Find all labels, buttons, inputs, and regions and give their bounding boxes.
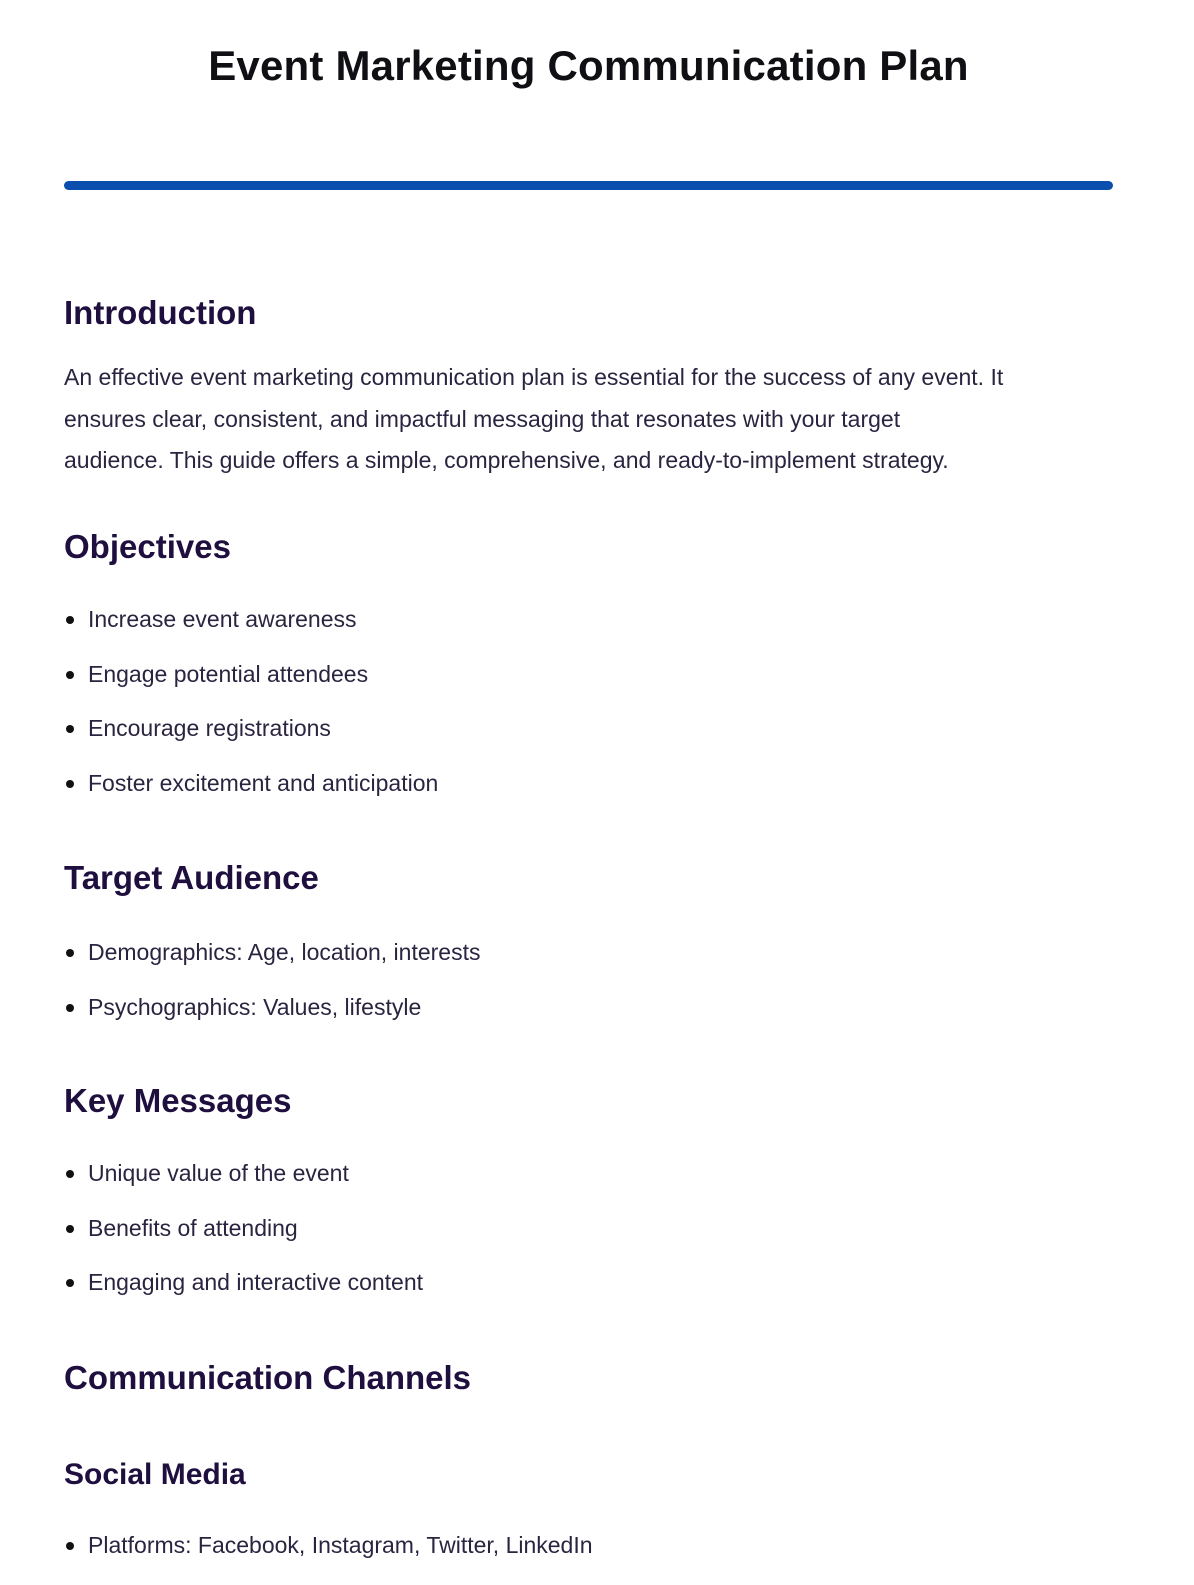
document-title: Event Marketing Communication Plan bbox=[208, 42, 969, 89]
bullet-icon bbox=[66, 949, 74, 957]
social-media-heading: Social Media bbox=[64, 1458, 246, 1491]
list-item bbox=[64, 1530, 1113, 1560]
introduction-line: An effective event marketing communication plan is essential for the success of any event. It bbox=[64, 364, 1004, 390]
list-item-text: Psychographics: Values, lifestyle bbox=[88, 993, 422, 1020]
list-item bbox=[64, 713, 1113, 743]
objectives-list bbox=[64, 604, 1113, 822]
bullet-icon bbox=[66, 780, 74, 788]
list-item-text: Engage potential attendees bbox=[88, 660, 369, 687]
list-item-text: Increase event awareness bbox=[88, 606, 357, 632]
list-item-text: Unique value of the event bbox=[88, 1160, 349, 1186]
list-item-text: Platforms: Facebook, Instagram, Twitter, LinkedIn bbox=[88, 1532, 593, 1558]
list-item bbox=[64, 1158, 1113, 1188]
introduction-line: audience. This guide offers a simple, comprehensive, and ready-to-implement strategy. bbox=[64, 447, 949, 473]
list-item bbox=[64, 992, 1113, 1022]
social-media-list bbox=[64, 1530, 1113, 1585]
key-messages-list bbox=[64, 1158, 1113, 1322]
list-item bbox=[64, 937, 1113, 967]
objectives-heading: Objectives bbox=[64, 528, 231, 565]
bullet-icon bbox=[66, 1004, 74, 1012]
introduction-line: ensures clear, consistent, and impactful messaging that resonates with your target bbox=[64, 405, 901, 432]
list-item bbox=[64, 1213, 1113, 1243]
list-item bbox=[64, 604, 1113, 634]
bullet-icon bbox=[66, 1225, 74, 1233]
bullet-icon bbox=[66, 671, 74, 679]
key-messages-heading: Key Messages bbox=[64, 1082, 292, 1119]
bullet-icon bbox=[66, 1542, 74, 1550]
target-audience-list bbox=[64, 937, 1113, 1046]
communication-channels-heading: Communication Channels bbox=[64, 1359, 472, 1396]
list-item bbox=[64, 768, 1113, 798]
title-divider bbox=[64, 181, 1113, 190]
list-item-text: Demographics: Age, location, interests bbox=[88, 939, 481, 965]
bullet-icon bbox=[66, 1170, 74, 1178]
list-item-text: Foster excitement and anticipation bbox=[88, 769, 439, 796]
bullet-icon bbox=[66, 616, 74, 624]
list-item-text: Benefits of attending bbox=[88, 1214, 298, 1241]
list-item-text: Encourage registrations bbox=[88, 715, 331, 741]
list-item bbox=[64, 1267, 1113, 1297]
bullet-icon bbox=[66, 725, 74, 733]
list-item-text: Engaging and interactive content bbox=[88, 1269, 424, 1295]
bullet-icon bbox=[66, 1279, 74, 1287]
target-audience-heading: Target Audience bbox=[64, 859, 319, 896]
list-item bbox=[64, 659, 1113, 689]
introduction-heading: Introduction bbox=[64, 294, 257, 331]
introduction-paragraph bbox=[64, 357, 1113, 482]
